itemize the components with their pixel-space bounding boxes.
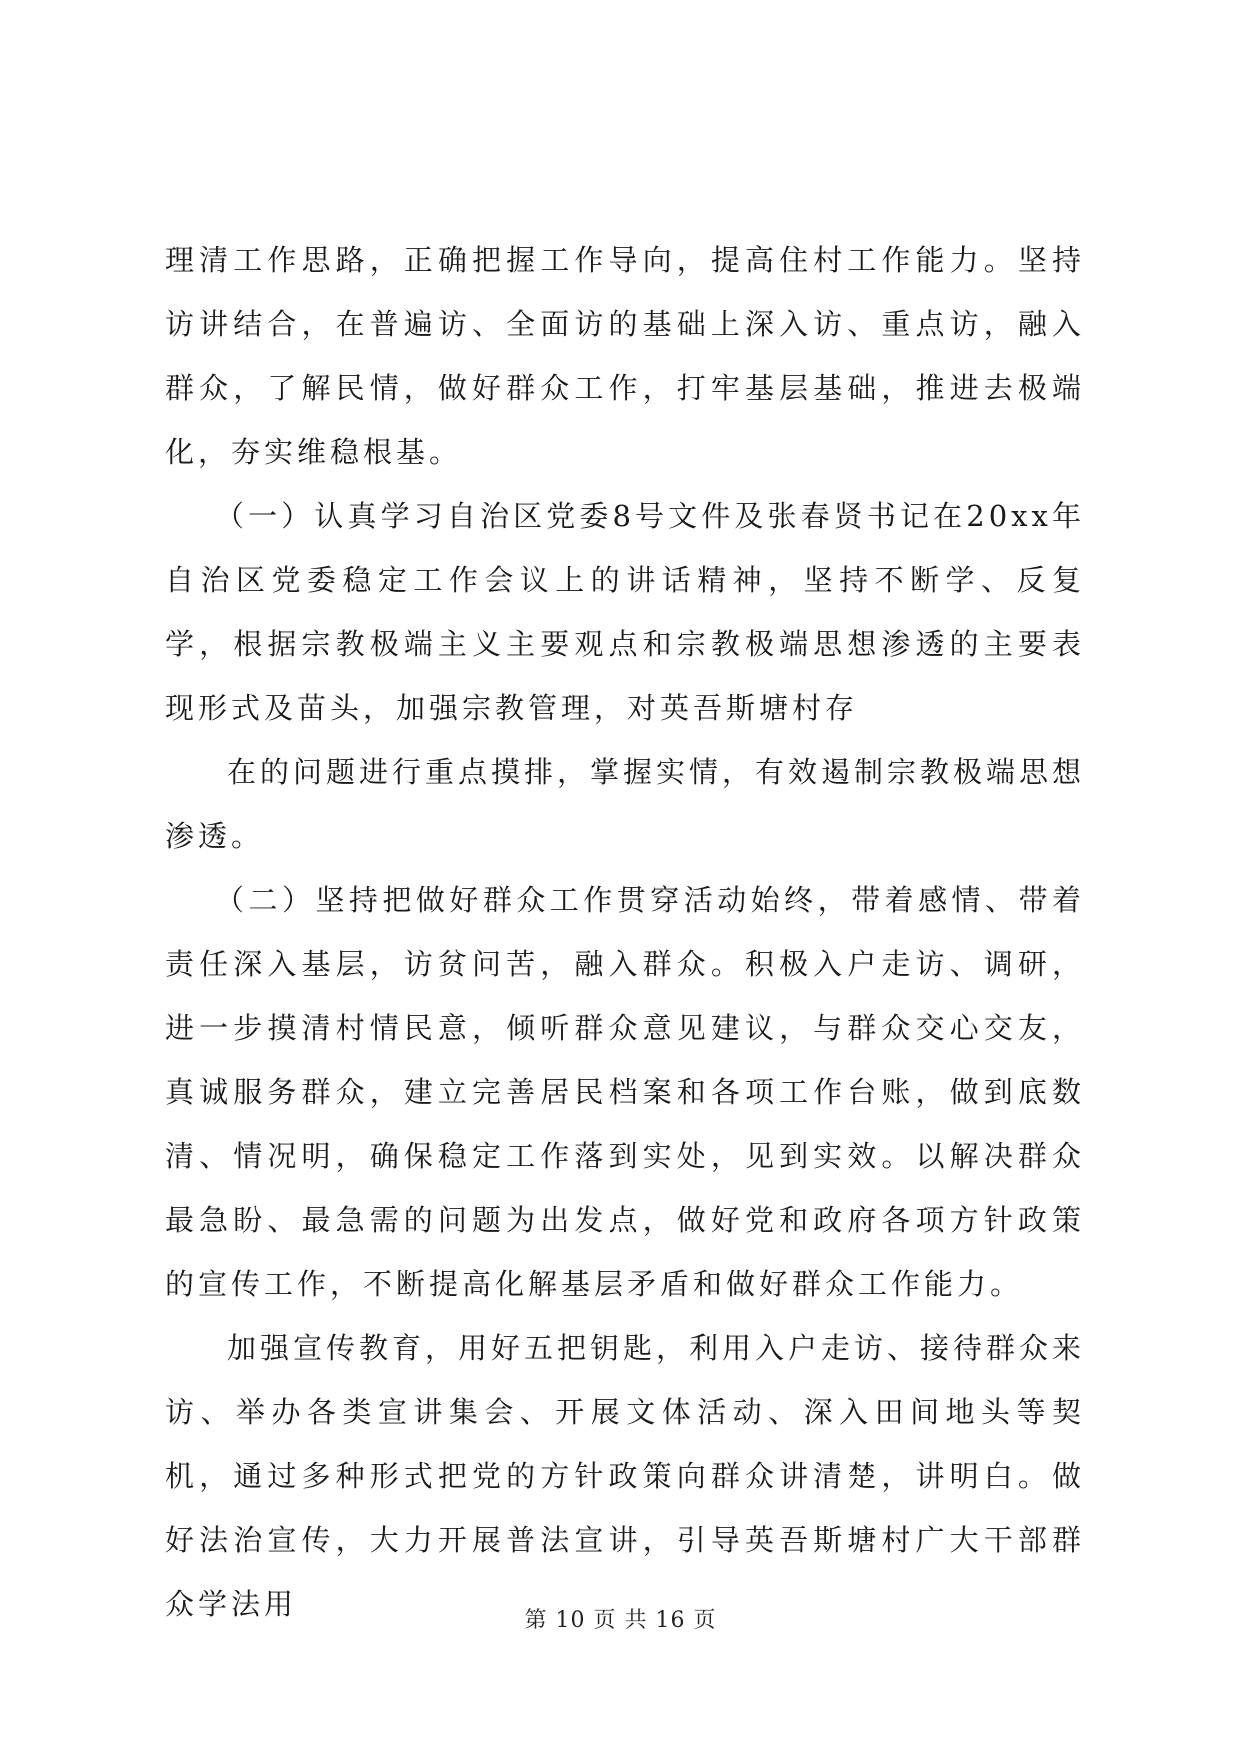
- paragraph-1: 理清工作思路，正确把握工作导向，提高住村工作能力。坚持访讲结合，在普遍访、全面访的基础上深入访、重点访，融入群众，了解民情，做好群众工作，打牢基层基础，推进去极端化，夯实维稳根基。: [165, 243, 1085, 469]
- page-number-footer: 第 10 页 共 16 页: [524, 1608, 717, 1633]
- paragraph-5: 加强宣传教育，用好五把钥匙，利用入户走访、接待群众来访、举办各类宣讲集会、开展文体活动、深入田间地头等契机，通过多种形式把党的方针政策向群众讲清楚，讲明白。做好法治宣传，大力开展普法宣讲，引导英吾斯塘村广大干部群众学法用: [165, 1331, 1086, 1621]
- paragraph-3: 在的问题进行重点摸排，掌握实情，有效遏制宗教极端思想渗透。: [165, 755, 1086, 853]
- paragraph-4: （二）坚持把做好群众工作贯穿活动始终，带着感情、带着责任深入基层，访贫问苦，融入群众。积极入户走访、调研，进一步摸清村情民意，倾听群众意见建议，与群众交心交友，真诚服务群众，建立完善居民档案和各项工作台账，做到底数清、情况明，确保稳定工作落到实处，见到实效。以解决群众最急盼、最急需的问题为出发点，做好党和政府各项方针政策的宣传工作，不断提高化解基层矛盾和做好群众工作能力。: [165, 883, 1085, 1301]
- document-body: [165, 228, 1085, 1636]
- paragraph-2: （一）认真学习自治区党委8号文件及张春贤书记在20xx年自治区党委稳定工作会议上的讲话精神，坚持不断学、反复学，根据宗教极端主义主要观点和宗教极端思想渗透的主要表现形式及苗头，加强宗教管理，对英吾斯塘村存: [165, 499, 1085, 725]
